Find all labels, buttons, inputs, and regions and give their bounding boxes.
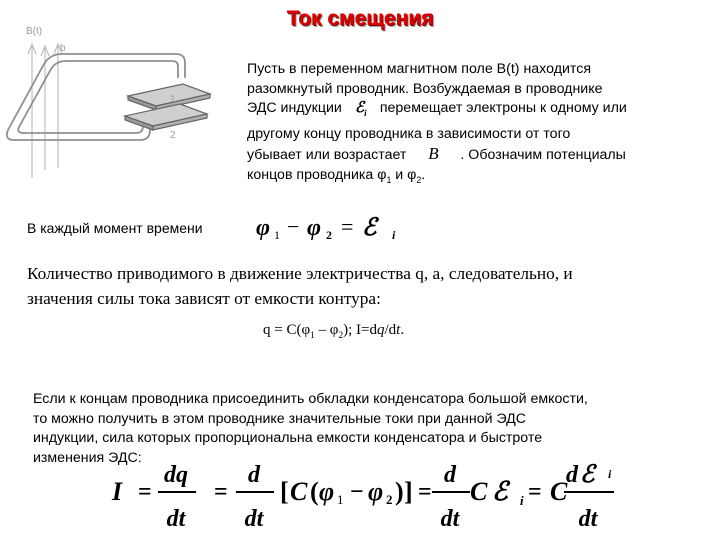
label-1: 1 bbox=[170, 94, 176, 105]
svg-text:[: [ bbox=[280, 477, 289, 506]
b-symbol: B bbox=[428, 144, 439, 163]
svg-text:): ) bbox=[395, 477, 404, 506]
text-line: ЭДС индукции ℰ$_i$ перемещает электроны к одному или bbox=[247, 99, 697, 125]
svg-text:−: − bbox=[287, 214, 300, 239]
charge-formula: $q = C(\varphi_1 - \varphi_2)$; I=dq/dt. bbox=[263, 322, 405, 341]
svg-text:ℰ: ℰ bbox=[580, 462, 595, 488]
svg-text:d: d bbox=[248, 462, 260, 488]
text-line: убывает или возрастает B . Обозначим потенциалы bbox=[247, 144, 626, 163]
svg-text:C: C bbox=[290, 477, 308, 506]
intro-paragraph bbox=[247, 60, 697, 190]
label-2: 2 bbox=[170, 130, 176, 141]
svg-text:2: 2 bbox=[386, 492, 393, 507]
svg-text:=: = bbox=[528, 479, 542, 505]
svg-text:=: = bbox=[418, 479, 432, 505]
svg-text:(: ( bbox=[310, 477, 319, 506]
svg-text:i: i bbox=[608, 467, 612, 481]
text-line: изменения ЭДС: bbox=[33, 449, 142, 466]
svg-text:i: i bbox=[520, 493, 524, 508]
text-line: то можно получить в этом проводнике значительные токи при данной ЭДС bbox=[33, 410, 527, 427]
svg-text:C: C bbox=[470, 477, 488, 506]
svg-text:ℰ: ℰ bbox=[362, 215, 377, 241]
text-line: значения силы тока зависят от емкости контура: bbox=[27, 289, 381, 308]
svg-text:φ: φ bbox=[307, 215, 322, 241]
svg-text:dt: dt bbox=[244, 506, 264, 532]
label-bt: B(t) bbox=[26, 26, 43, 37]
charge-paragraph bbox=[27, 261, 707, 311]
text-line: концов проводника $\varphi_1$ и $\varphi_2$. bbox=[247, 166, 426, 185]
displacement-current-formula bbox=[108, 452, 628, 534]
svg-text:ℰ: ℰ bbox=[492, 477, 508, 506]
moment-label: В каждый момент времени bbox=[27, 220, 203, 236]
svg-text:I: I bbox=[112, 477, 123, 506]
svg-text:=: = bbox=[214, 479, 228, 505]
text-line: Если к концам проводника присоединить обкладки конденсатора большой емкости, bbox=[33, 391, 588, 407]
text-line: другому концу проводника в зависимости от того bbox=[247, 125, 571, 142]
svg-text:−: − bbox=[350, 479, 364, 505]
conductor-figure bbox=[0, 18, 235, 180]
svg-text:i: i bbox=[392, 228, 396, 242]
svg-text:=: = bbox=[138, 479, 152, 505]
svg-text:φ: φ bbox=[368, 477, 384, 506]
svg-text:φ: φ bbox=[319, 477, 335, 506]
text-line: Пусть в переменном магнитном поле B(t) находится bbox=[247, 61, 592, 77]
text-line: Количество приводимого в движение электричества q, а, следовательно, и bbox=[27, 264, 573, 283]
svg-text:dt: dt bbox=[578, 506, 598, 532]
svg-text:dq: dq bbox=[164, 462, 188, 488]
emf-symbol: ℰ$_i$ bbox=[355, 100, 367, 119]
slide-title: Ток смещения bbox=[286, 7, 434, 30]
text-line: разомкнутый проводник. Возбуждаемая в проводнике bbox=[247, 80, 603, 97]
svg-text:2: 2 bbox=[326, 228, 332, 242]
svg-text:C: C bbox=[550, 477, 568, 506]
svg-text:d: d bbox=[444, 462, 456, 488]
svg-text:]: ] bbox=[404, 477, 413, 506]
svg-text:d: d bbox=[566, 462, 578, 488]
label-b: b bbox=[60, 43, 66, 54]
potential-difference-formula bbox=[250, 210, 410, 244]
svg-text:=: = bbox=[341, 214, 354, 239]
svg-text:dt: dt bbox=[166, 506, 186, 532]
svg-text:dt: dt bbox=[440, 506, 460, 532]
svg-text:1: 1 bbox=[274, 228, 280, 242]
svg-text:1: 1 bbox=[337, 492, 344, 507]
svg-text:φ: φ bbox=[256, 215, 271, 241]
text-line: индукции, сила которых пропорциональна емкости конденсатора и быстроте bbox=[33, 430, 543, 446]
